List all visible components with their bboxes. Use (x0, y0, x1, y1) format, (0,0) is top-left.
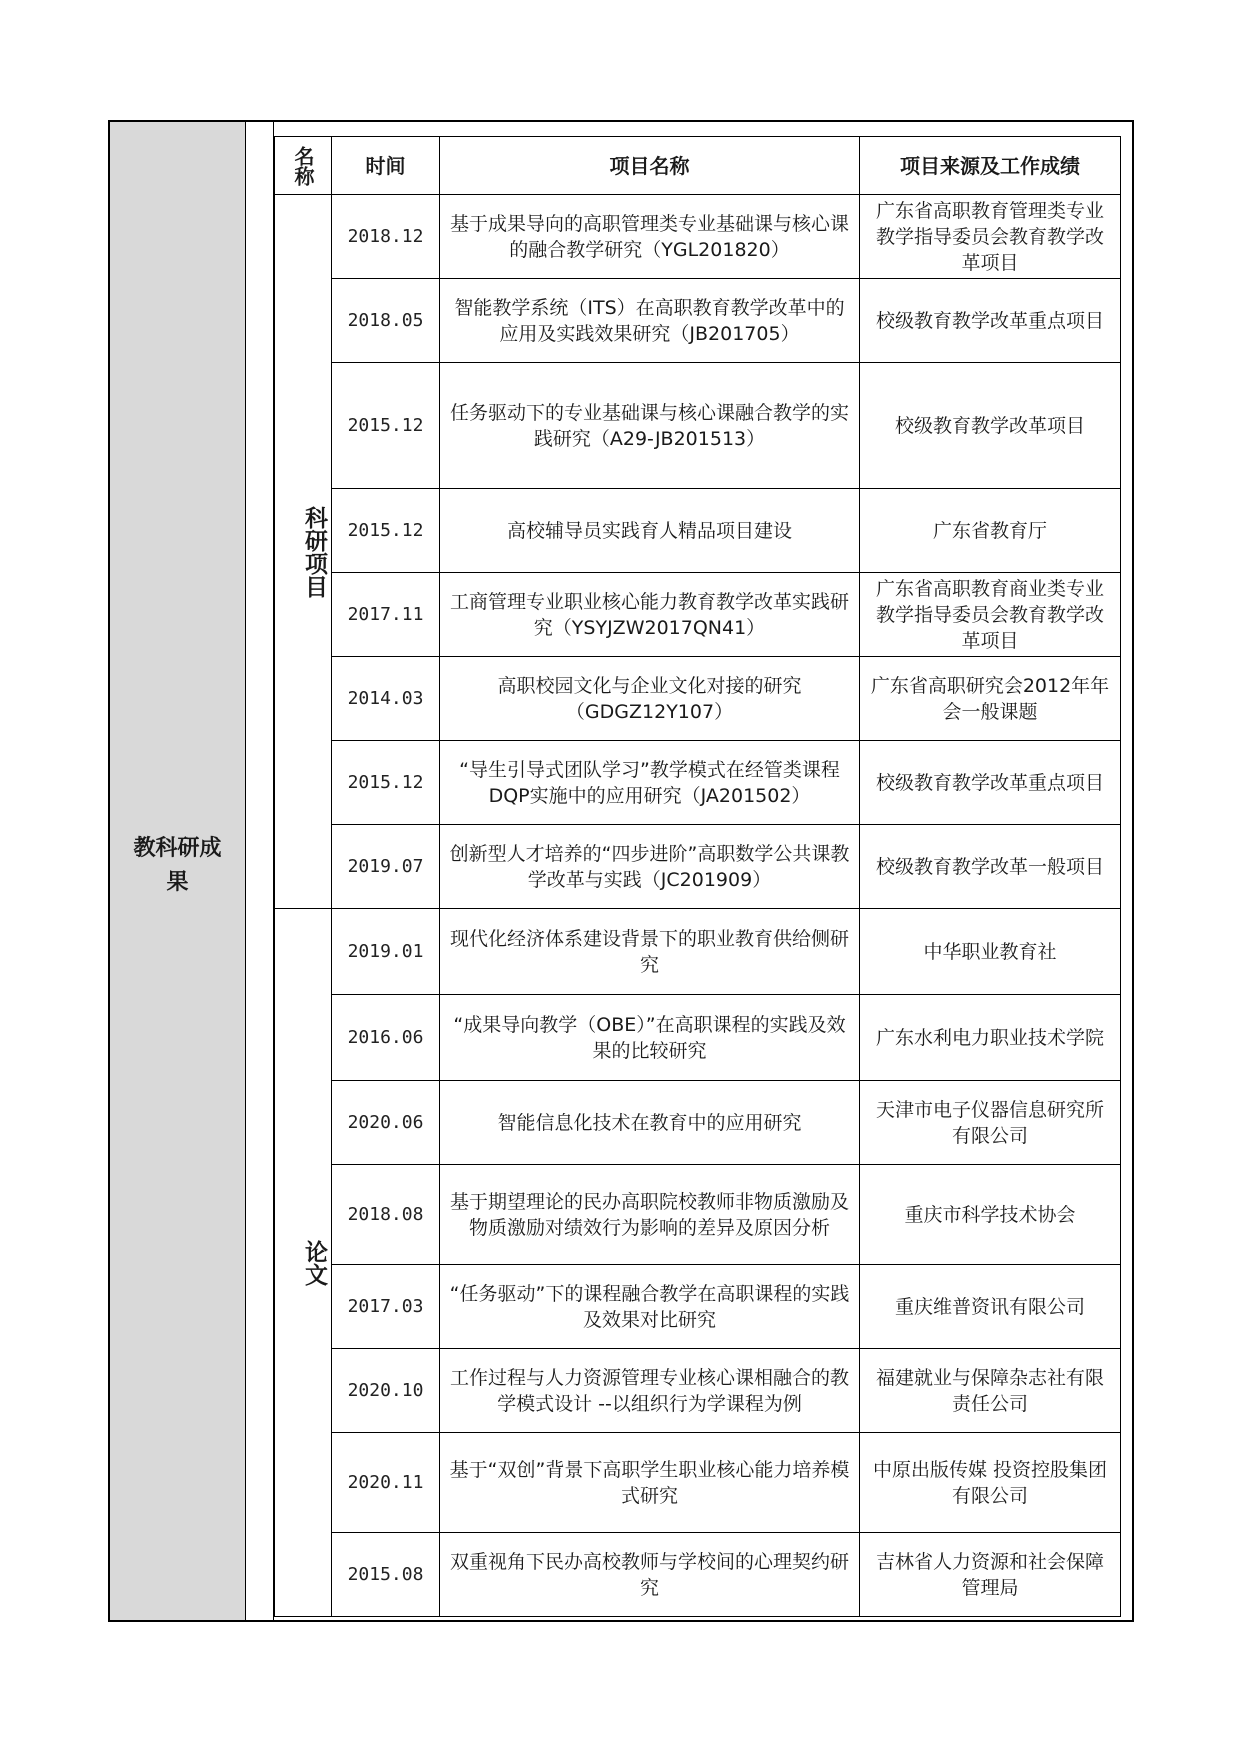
table-row (275, 489, 1121, 573)
title-cell: 任务驱动下的专业基础课与核心课融合教学的实践研究（A29-JB201513） (440, 363, 860, 489)
time-cell: 2020.10 (332, 1349, 440, 1433)
title-cell: “任务驱动”下的课程融合教学在高职课程的实践及效果对比研究 (440, 1265, 860, 1349)
table-row (275, 1165, 1121, 1265)
form-frame (108, 120, 1134, 1622)
title-cell: 工作过程与人力资源管理专业核心课相融合的教学模式设计 --以组织行为学课程为例 (440, 1349, 860, 1433)
header-row (275, 137, 1121, 195)
time-cell: 2014.03 (332, 657, 440, 741)
time-cell: 2016.06 (332, 995, 440, 1081)
table-row (275, 573, 1121, 657)
table-row (275, 995, 1121, 1081)
title-cell: 现代化经济体系建设背景下的职业教育供给侧研究 (440, 909, 860, 995)
title-cell: “成果导向教学（OBE）”在高职课程的实践及效果的比较研究 (440, 995, 860, 1081)
table-row (275, 195, 1121, 279)
title-cell: 工商管理专业职业核心能力教育教学改革实践研究（YSYJZW2017QN41） (440, 573, 860, 657)
time-cell: 2020.11 (332, 1433, 440, 1533)
source-cell: 广东水利电力职业技术学院 (860, 995, 1121, 1081)
header-time: 时间 (332, 137, 440, 195)
source-cell: 重庆市科学技术协会 (860, 1165, 1121, 1265)
source-cell: 吉林省人力资源和社会保障管理局 (860, 1533, 1121, 1617)
source-cell: 福建就业与保障杂志社有限责任公司 (860, 1349, 1121, 1433)
source-cell: 中原出版传媒 投资控股集团 有限公司 (860, 1433, 1121, 1533)
title-cell: 智能信息化技术在教育中的应用研究 (440, 1081, 860, 1165)
source-cell: 中华职业教育社 (860, 909, 1121, 995)
section-cell (110, 122, 246, 1620)
time-cell: 2015.12 (332, 363, 440, 489)
achievements-table (274, 136, 1121, 1617)
table-row (275, 909, 1121, 995)
table-row (275, 1081, 1121, 1165)
header-title: 项目名称 (440, 137, 860, 195)
source-cell: 广东省高职研究会2012年年会一般课题 (860, 657, 1121, 741)
time-cell: 2019.01 (332, 909, 440, 995)
source-cell: 广东省高职教育商业类专业教学指导委员会教育教学改革项目 (860, 573, 1121, 657)
table-row (275, 825, 1121, 909)
title-cell: “导生引导式团队学习”教学模式在经管类课程DQP实施中的应用研究（JA201502） (440, 741, 860, 825)
source-cell: 校级教育教学改革项目 (860, 363, 1121, 489)
source-cell: 天津市电子仪器信息研究所有限公司 (860, 1081, 1121, 1165)
time-cell: 2017.11 (332, 573, 440, 657)
source-cell: 重庆维普资讯有限公司 (860, 1265, 1121, 1349)
time-cell: 2018.12 (332, 195, 440, 279)
time-cell: 2020.06 (332, 1081, 440, 1165)
time-cell: 2018.05 (332, 279, 440, 363)
time-cell: 2015.12 (332, 489, 440, 573)
title-cell: 基于成果导向的高职管理类专业基础课与核心课的融合教学研究（YGL201820） (440, 195, 860, 279)
table-row (275, 1265, 1121, 1349)
time-cell: 2017.03 (332, 1265, 440, 1349)
source-cell: 校级教育教学改革一般项目 (860, 825, 1121, 909)
title-cell: 高职校园文化与企业文化对接的研究（GDGZ12Y107） (440, 657, 860, 741)
table-row (275, 1533, 1121, 1617)
title-cell: 高校辅导员实践育人精品项目建设 (440, 489, 860, 573)
source-cell: 广东省高职教育管理类专业教学指导委员会教育教学改革项目 (860, 195, 1121, 279)
title-cell: 创新型人才培养的“四步进阶”高职数学公共课教学改革与实践（JC201909） (440, 825, 860, 909)
table-row (275, 1433, 1121, 1533)
source-cell: 校级教育教学改革重点项目 (860, 279, 1121, 363)
source-cell: 校级教育教学改革重点项目 (860, 741, 1121, 825)
table-row (275, 1349, 1121, 1433)
table-row (275, 657, 1121, 741)
table-row (275, 363, 1121, 489)
title-cell: 智能教学系统（ITS）在高职教育教学改革中的应用及实践效果研究（JB201705） (440, 279, 860, 363)
table-row (275, 741, 1121, 825)
group-label: 科研项目 (275, 195, 332, 909)
time-cell: 2015.12 (332, 741, 440, 825)
source-cell: 广东省教育厅 (860, 489, 1121, 573)
table-body (275, 195, 1121, 1617)
title-cell: 基于期望理论的民办高职院校教师非物质激励及物质激励对绩效行为影响的差异及原因分析 (440, 1165, 860, 1265)
group-label: 论文 (275, 909, 332, 1617)
time-cell: 2018.08 (332, 1165, 440, 1265)
title-cell: 基于“双创”背景下高职学生职业核心能力培养模式研究 (440, 1433, 860, 1533)
section-label: 教科研成果 (133, 836, 222, 895)
table-row (275, 279, 1121, 363)
time-cell: 2019.07 (332, 825, 440, 909)
header-name: 名称 (275, 137, 332, 195)
title-cell: 双重视角下民办高校教师与学校间的心理契约研究 (440, 1533, 860, 1617)
header-source: 项目来源及工作成绩 (860, 137, 1121, 195)
time-cell: 2015.08 (332, 1533, 440, 1617)
